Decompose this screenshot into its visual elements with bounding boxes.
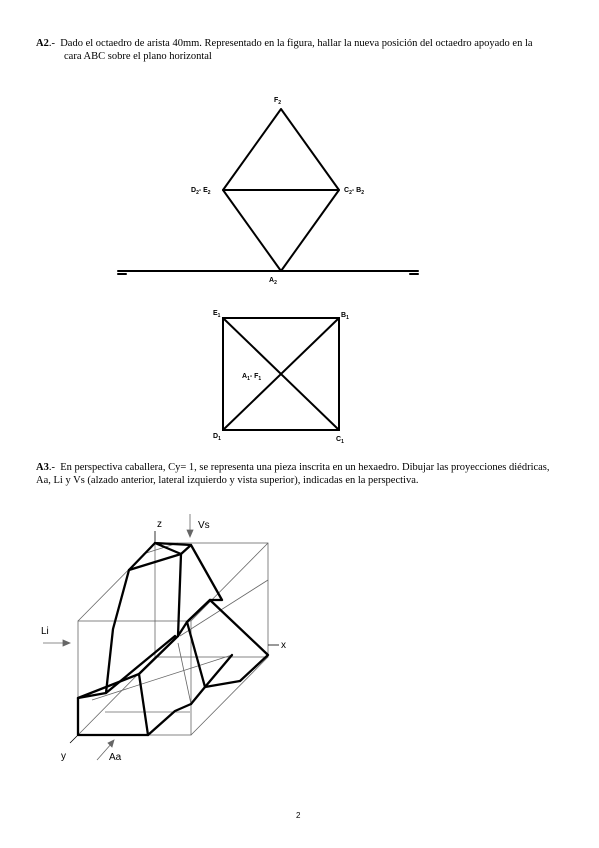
label-e1: $E_1$ xyxy=(213,310,221,319)
page-number: 2 xyxy=(296,811,301,820)
problem-a3 xyxy=(36,461,566,487)
view-arrows xyxy=(43,514,193,760)
label-x-axis: x xyxy=(281,640,286,651)
label-a1-f1: $A_1-$ $F_1$ xyxy=(242,373,262,382)
problem-a2-text-line1: Dado el octaedro de arista 40mm. Representado en la figura, hallar la nueva posición del octaedro apoyado en la xyxy=(60,38,533,49)
problem-a2-number: A2 xyxy=(36,38,49,49)
label-aa: Aa xyxy=(109,752,122,763)
elevation-view xyxy=(118,109,418,274)
label-z-axis: z xyxy=(157,519,162,530)
problem-a2-separator: .- xyxy=(48,38,55,49)
label-vs: Vs xyxy=(198,520,210,531)
problem-a3-number: A3 xyxy=(36,462,49,473)
label-c2-b2: $C_2-$ $B_2$ xyxy=(344,187,364,196)
plan-view xyxy=(223,318,339,430)
label-d1: $D_1$ xyxy=(213,433,221,442)
problem-a3-separator: .- xyxy=(48,462,55,473)
label-f2: $F_2$ xyxy=(274,97,282,106)
perspective-figure xyxy=(43,514,279,760)
label-d2-e2: $D_2-$ $E_2$ xyxy=(191,187,211,196)
y-axis xyxy=(70,735,78,743)
label-y-axis: y xyxy=(61,751,66,762)
problem-a3-text: En perspectiva caballera, Cy= 1, se representa una pieza inscrita en un hexaedro. Dibujar las proyecciones diédricas, Aa, Li y Vs (alzado anterior, lateral izquierdo y vista superior), indicadas en la perspectiva. xyxy=(36,462,550,486)
label-li: Li xyxy=(41,626,49,637)
problem-a2-text-line2: cara ABC sobre el plano horizontal xyxy=(64,51,212,62)
label-c1: $C_1$ xyxy=(336,436,344,445)
label-a2: $A_2$ xyxy=(269,277,277,286)
label-b1: $B_1$ xyxy=(341,312,349,321)
